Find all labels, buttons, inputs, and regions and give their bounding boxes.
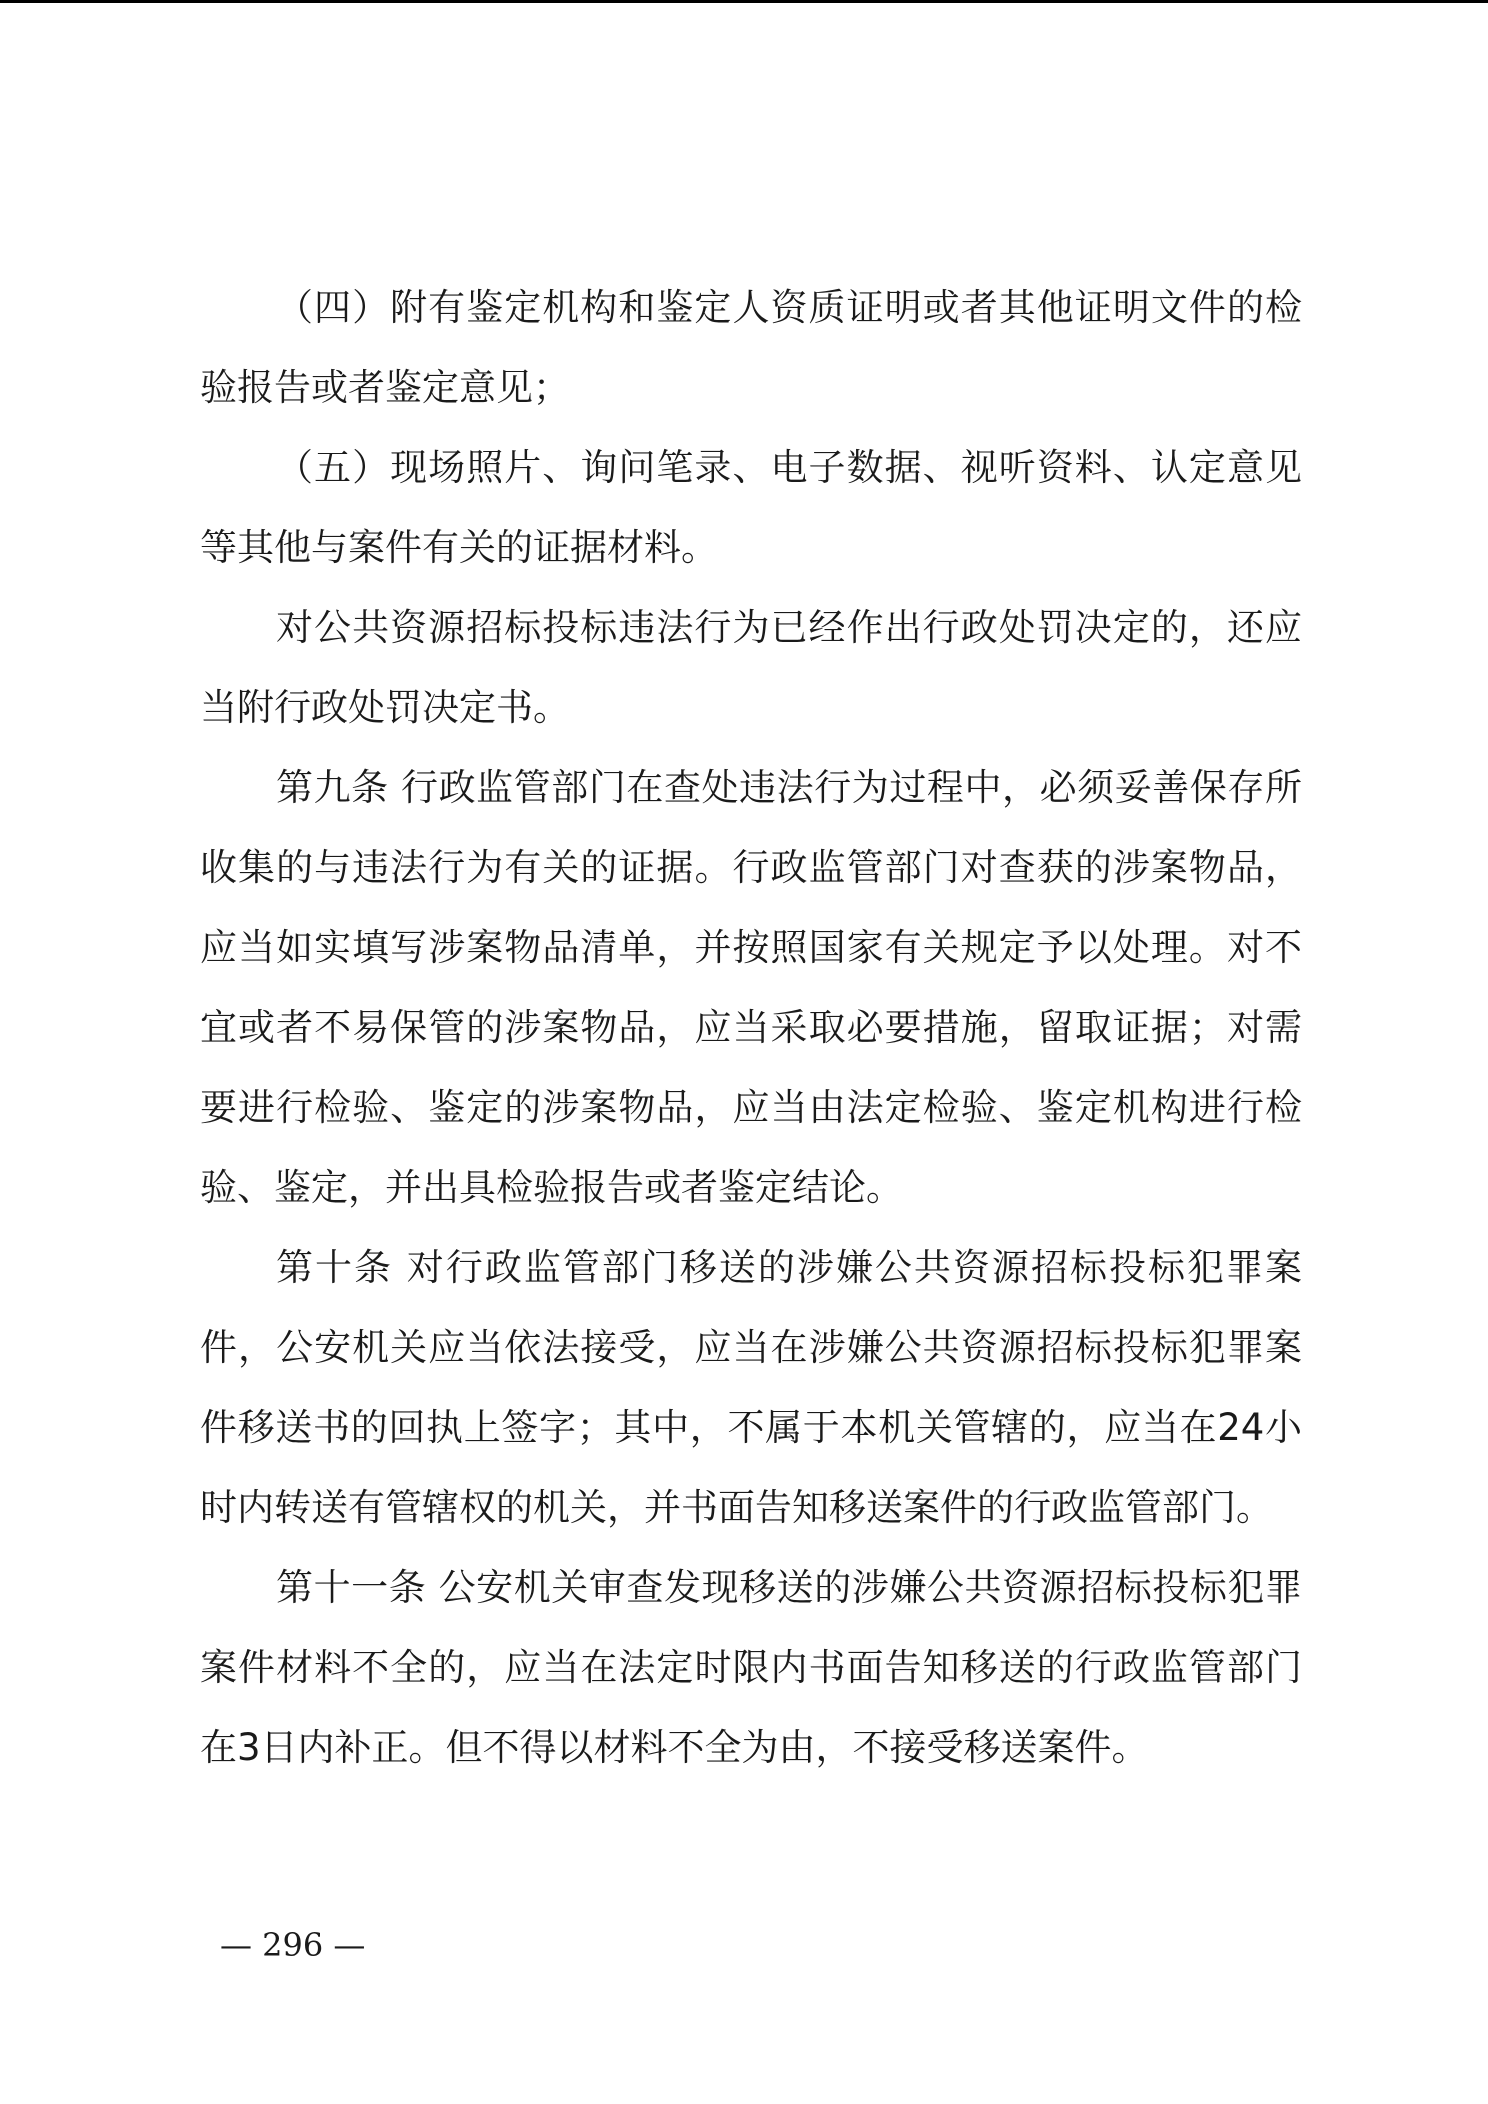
paragraph-article-10: 第十条 对行政监管部门移送的涉嫌公共资源招标投标犯罪案件，公安机关应当依法接受，应当在涉嫌公共资源招标投标犯罪案件移送书的回执上签字；其中，不属于本机关管辖的，应当在24小时内转送有管辖权的机关，并书面告知移送案件的行政监管部门。	[200, 1246, 1302, 1529]
paragraph-article-9: 第九条 行政监管部门在查处违法行为过程中，必须妥善保存所收集的与违法行为有关的证据。行政监管部门对查获的涉案物品，应当如实填写涉案物品清单，并按照国家有关规定予以处理。对不宜或者不易保管的涉案物品，应当采取必要措施，留取证据；对需要进行检验、鉴定的涉案物品，应当由法定检验、鉴定机构进行检验、鉴定，并出具检验报告或者鉴定结论。	[200, 766, 1302, 1209]
paragraph-item-5: （五）现场照片、询问笔录、电子数据、视听资料、认定意见等其他与案件有关的证据材料。	[200, 446, 1302, 569]
paragraph-article-11: 第十一条 公安机关审查发现移送的涉嫌公共资源招标投标犯罪案件材料不全的，应当在法定时限内书面告知移送的行政监管部门在3日内补正。但不得以材料不全为由，不接受移送案件。	[200, 1566, 1302, 1769]
paragraph-item-4: （四）附有鉴定机构和鉴定人资质证明或者其他证明文件的检验报告或者鉴定意见；	[200, 286, 1302, 409]
document-body	[200, 268, 1302, 1788]
top-border-line	[0, 0, 1488, 3]
paragraph-penalty-decision: 对公共资源招标投标违法行为已经作出行政处罚决定的，还应当附行政处罚决定书。	[200, 606, 1302, 729]
page-number: — 296 —	[220, 1926, 366, 1964]
